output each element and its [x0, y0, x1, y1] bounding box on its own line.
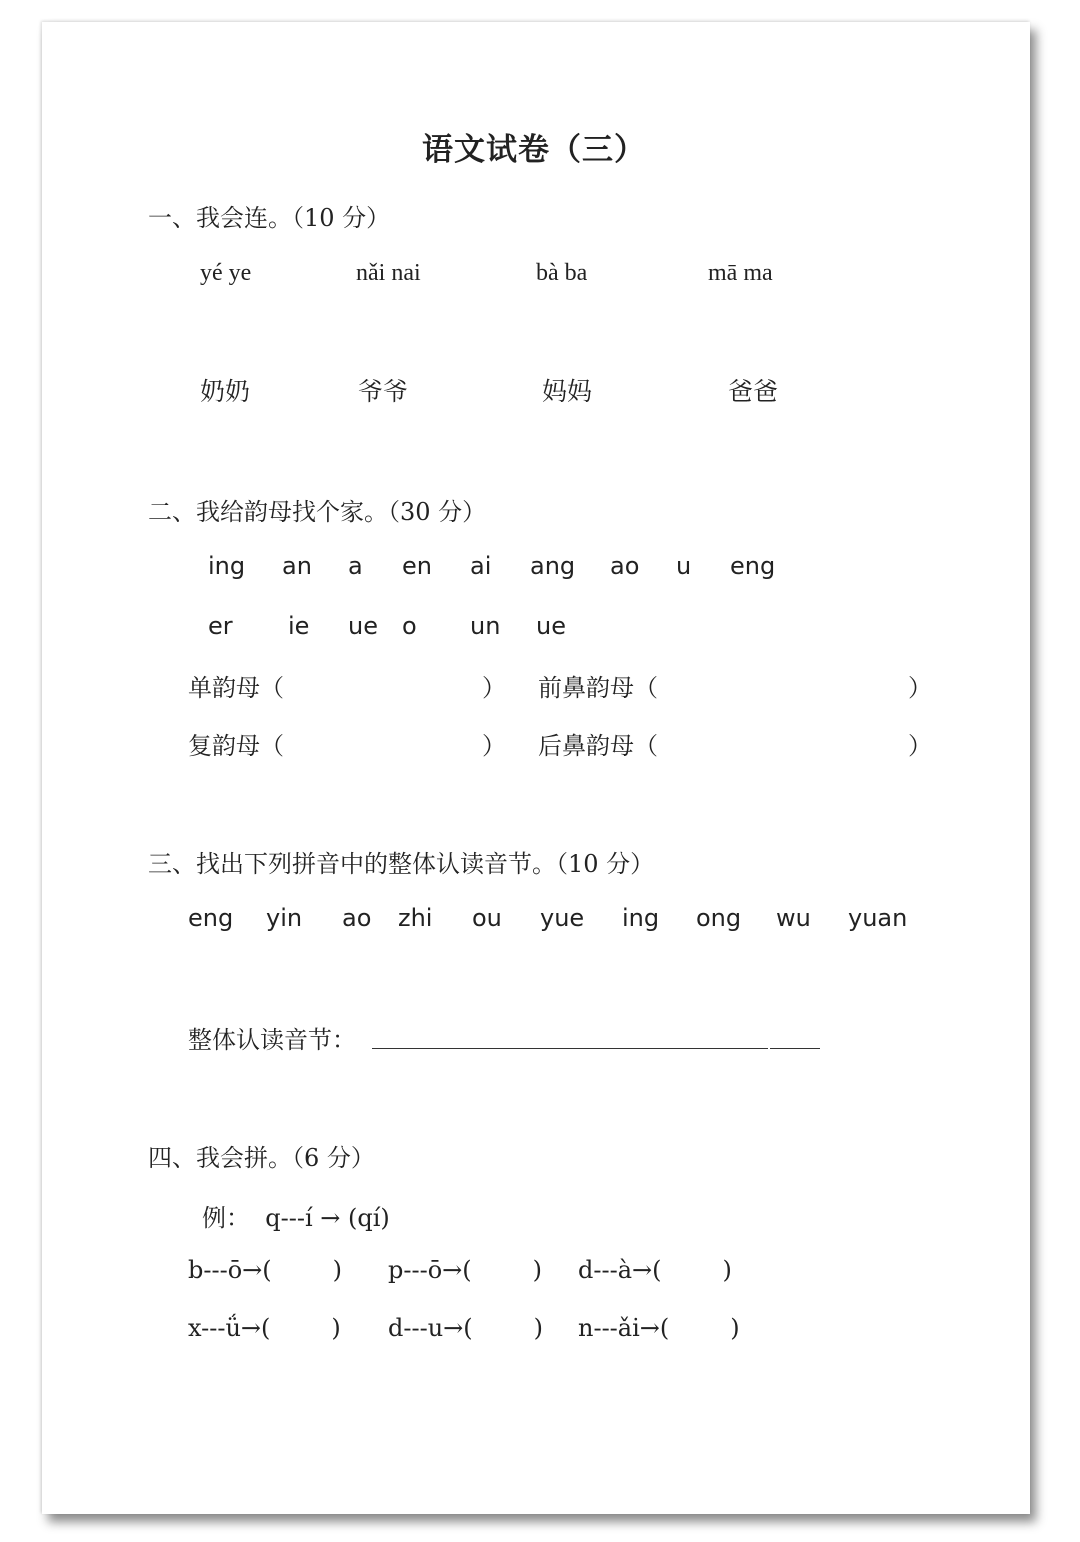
answer-blank[interactable]	[372, 1048, 768, 1049]
syllable-item: wu	[776, 904, 811, 932]
pinyin-item: bà ba	[536, 260, 588, 286]
final-item: o	[402, 612, 417, 640]
syllable-item: ao	[342, 904, 372, 932]
category-close: ）	[482, 732, 506, 760]
pinyin-item: yé ye	[200, 260, 252, 286]
syllable-item: yin	[266, 904, 303, 932]
spell-item: d---à→( )	[578, 1256, 732, 1284]
category-label: 后鼻韵母（	[538, 732, 658, 760]
section4-heading: 四、我会拼。（6 分）	[148, 1144, 375, 1172]
final-item: ai	[470, 552, 492, 580]
section1-heading: 一、我会连。（10 分）	[148, 204, 391, 232]
syllable-item: eng	[188, 904, 234, 932]
syllable-item: zhi	[398, 904, 433, 932]
page-title: 语文试卷（三）	[422, 132, 646, 168]
syllable-item: yue	[540, 904, 585, 932]
word-item: 爷爷	[358, 377, 409, 406]
final-item: ao	[610, 552, 640, 580]
section3-heading: 三、找出下列拼音中的整体认读音节。（10 分）	[148, 850, 655, 878]
final-item: en	[402, 552, 432, 580]
pinyin-item: mā ma	[708, 260, 773, 286]
word-item: 奶奶	[200, 377, 251, 406]
syllable-item: ou	[472, 904, 502, 932]
spell-item: n---ǎi→( )	[578, 1314, 740, 1342]
final-item: a	[348, 552, 363, 580]
category-close: ）	[482, 674, 506, 702]
spell-item: b---ō→( )	[188, 1256, 343, 1284]
spell-item: d---u→( )	[388, 1314, 544, 1342]
exam-page	[42, 22, 1030, 1514]
pinyin-item: nǎi nai	[356, 260, 421, 286]
final-item: er	[208, 612, 233, 640]
category-close: ）	[908, 732, 932, 760]
category-label: 复韵母（	[188, 732, 284, 760]
category-close: ）	[908, 674, 932, 702]
final-item: eng	[730, 552, 776, 580]
answer-label: 整体认读音节：	[188, 1026, 356, 1054]
final-item: ang	[530, 552, 576, 580]
final-item: ue	[536, 612, 566, 640]
final-item: u	[676, 552, 692, 580]
final-item: ue	[348, 612, 378, 640]
answer-blank-tail[interactable]	[770, 1048, 820, 1049]
example-line: 例： q---í → (qí)	[202, 1204, 390, 1232]
word-item: 妈妈	[542, 377, 593, 406]
final-item: an	[282, 552, 312, 580]
word-item: 爸爸	[728, 377, 779, 406]
category-label: 单韵母（	[188, 674, 284, 702]
syllable-item: yuan	[848, 904, 908, 932]
final-item: ing	[208, 552, 246, 580]
spell-item: x---ǘ→( )	[188, 1314, 341, 1342]
section2-heading: 二、我给韵母找个家。（30 分）	[148, 498, 487, 526]
syllable-item: ong	[696, 904, 742, 932]
spell-item: p---ō→( )	[388, 1256, 543, 1284]
syllable-item: ing	[622, 904, 660, 932]
final-item: ie	[288, 612, 310, 640]
category-label: 前鼻韵母（	[538, 674, 658, 702]
final-item: un	[470, 612, 501, 640]
